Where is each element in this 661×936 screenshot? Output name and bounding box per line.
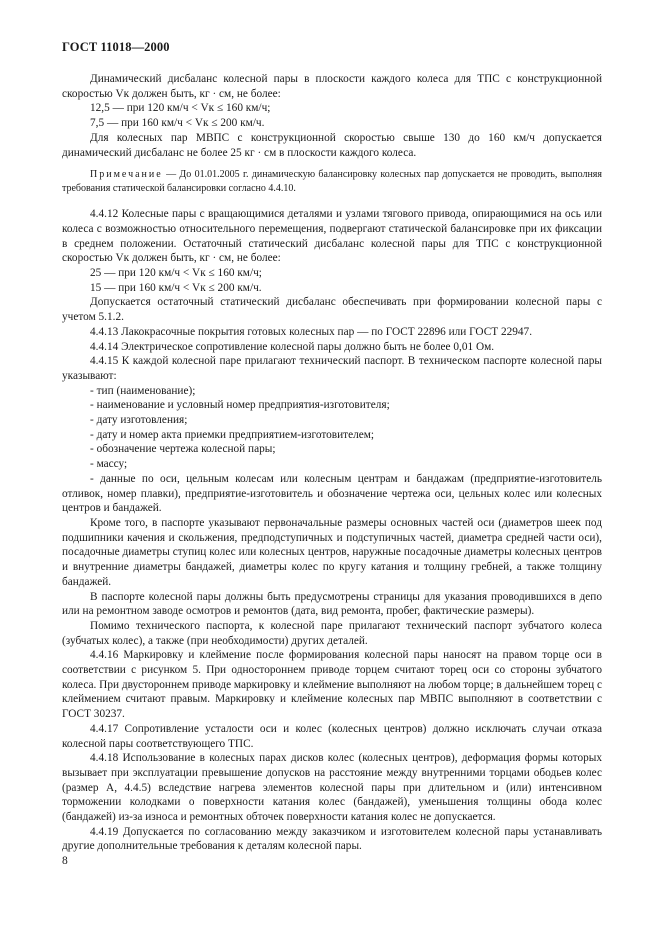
list-item: - обозначение чертежа колесной пары;	[90, 443, 276, 456]
paragraph-dynamic-imbalance: Динамический дисбаланс колесной пары в плоскости каждого колеса для ТПС с конструкционной скоростью Vк должен быть, кг · см, не более:	[62, 73, 602, 100]
clause-4-4-12: 4.4.12 Колесные пары с вращающимися деталями и узлами тягового привода, опирающимися на ось или колеса с возможностью относительного перемещения, подвергают статической балансировке при их фиксации в среднем положении. Остаточный статический дисбаланс колесной пары для ТПС с конструкционной скоростью Vк должен быть, кг · см, не более:	[62, 208, 602, 265]
list-item: - данные по оси, цельным колесам или колесным центрам и бандажам (предприятие-изготовитель отливок, номер плавки), предприятие-изготовитель и обозначение чертежа оси, цельных колес или колесных центров и бандажей.	[62, 472, 602, 515]
page-number: 8	[62, 855, 68, 867]
clause-4-4-14: 4.4.14 Электрическое сопротивление колесной пары должно быть не более 0,01 Ом.	[90, 340, 495, 353]
paragraph-mvps-imbalance: Для колесных пар МВПС с конструкционной скоростью свыше 130 до 160 км/ч допускается динамический дисбаланс не более 25 кг · см в плоскости каждого колеса.	[62, 131, 602, 159]
note-text: — До 01.01.2005 г. динамическую балансировку колесных пар допускается не проводить, выполняя требования статической балансировки согласно 4.4.10.	[62, 169, 602, 194]
clause-4-4-17: 4.4.17 Сопротивление усталости оси и колес (колесных центров) должно исключать случаи отказа колесной пары соответствующего ТПС.	[62, 722, 602, 750]
limit-line: 25 — при 120 км/ч < Vк ≤ 160 км/ч;	[90, 267, 262, 280]
clause-4-4-18: 4.4.18 Использование в колесных парах дисков колес (колесных центров), деформация формы которых вызывает при эксплуатации превышение допусков на расстояние между внутренними торцами ободьев колес (размер А, 4.4.5) вследствие нагрева элементов колесной пары при длительном и (или) интенсивном торможении колодками о поверхности катания колес (бандажей), уменьшения толщины обода колес (бандажей) из-за износа и ремонтных обточек поверхности катания колес не допускается.	[62, 752, 602, 824]
limit-line: 12,5 — при 120 км/ч < Vк ≤ 160 км/ч;	[90, 102, 271, 115]
paragraph-gear-passport: Помимо технического паспорта, к колесной паре прилагают технический паспорт зубчатого колеса (зубчатых колес), а также (при необходимости) других деталей.	[62, 619, 602, 647]
list-item: - дату и номер акта приемки предприятием-изготовителем;	[90, 428, 375, 441]
clause-4-4-19: 4.4.19 Допускается по согласованию между заказчиком и изготовителем колесной пары устанавливать другие дополнительные требования к деталям колесной пары.	[62, 825, 602, 853]
list-item: - наименование и условный номер предприятия-изготовителя;	[90, 399, 390, 412]
clause-4-4-16: 4.4.16 Маркировку и клеймение после формирования колесной пары наносят на правом торце оси в соответствии с рисунком 5. При одностороннем приводе торцем считают торец оси со стороны зубчатого колеса. При двустороннем приводе маркировку и клеймение выполняют на любом торце; в дальнейшем торец с клеймением считают правым. Маркировку и клеймение колесных пар МВПС выполняют в соответствии с ГОСТ 30237.	[62, 649, 602, 721]
list-item: - массу;	[90, 458, 128, 471]
paragraph-static-imbalance: Допускается остаточный статический дисбаланс обеспечивать при формировании колесной пары с учетом 5.1.2.	[62, 296, 602, 324]
limit-line: 7,5 — при 160 км/ч < Vк ≤ 200 км/ч.	[90, 117, 265, 130]
note-paragraph	[62, 168, 602, 195]
list-item: - дату изготовления;	[90, 414, 188, 427]
document-header: ГОСТ 11018—2000	[62, 40, 170, 54]
clause-4-4-15: 4.4.15 К каждой колесной паре прилагают технический паспорт. В техническом паспорте колесной пары указывают:	[62, 355, 602, 382]
paragraph-initial-sizes: Кроме того, в паспорте указывают первоначальные размеры основных частей оси (диаметров шеек под подшипники качения и скольжения, предподступичных и подступичных частей, диаметра средней части оси), посадочные диаметры ступиц колес или колесных центров, наружные посадочные диаметры колесных центров и внутренние диаметры бандажей, диаметры колес по кругу катания и толщину гребней, а также толщину бандажей.	[62, 516, 602, 588]
limit-line: 15 — при 160 км/ч < Vк ≤ 200 км/ч.	[90, 281, 262, 294]
document-body	[62, 72, 602, 854]
note-label: Примечание	[90, 169, 163, 181]
clause-4-4-13: 4.4.13 Лакокрасочные покрытия готовых колесных пар — по ГОСТ 22896 или ГОСТ 22947.	[90, 325, 533, 338]
list-item: - тип (наименование);	[90, 384, 196, 397]
paragraph-passport-pages: В паспорте колесной пары должны быть предусмотрены страницы для указания проводившихся в депо или на ремонтном заводе осмотров и ремонтов (дата, вид ремонта, пробег, фактические размеры).	[62, 590, 602, 618]
